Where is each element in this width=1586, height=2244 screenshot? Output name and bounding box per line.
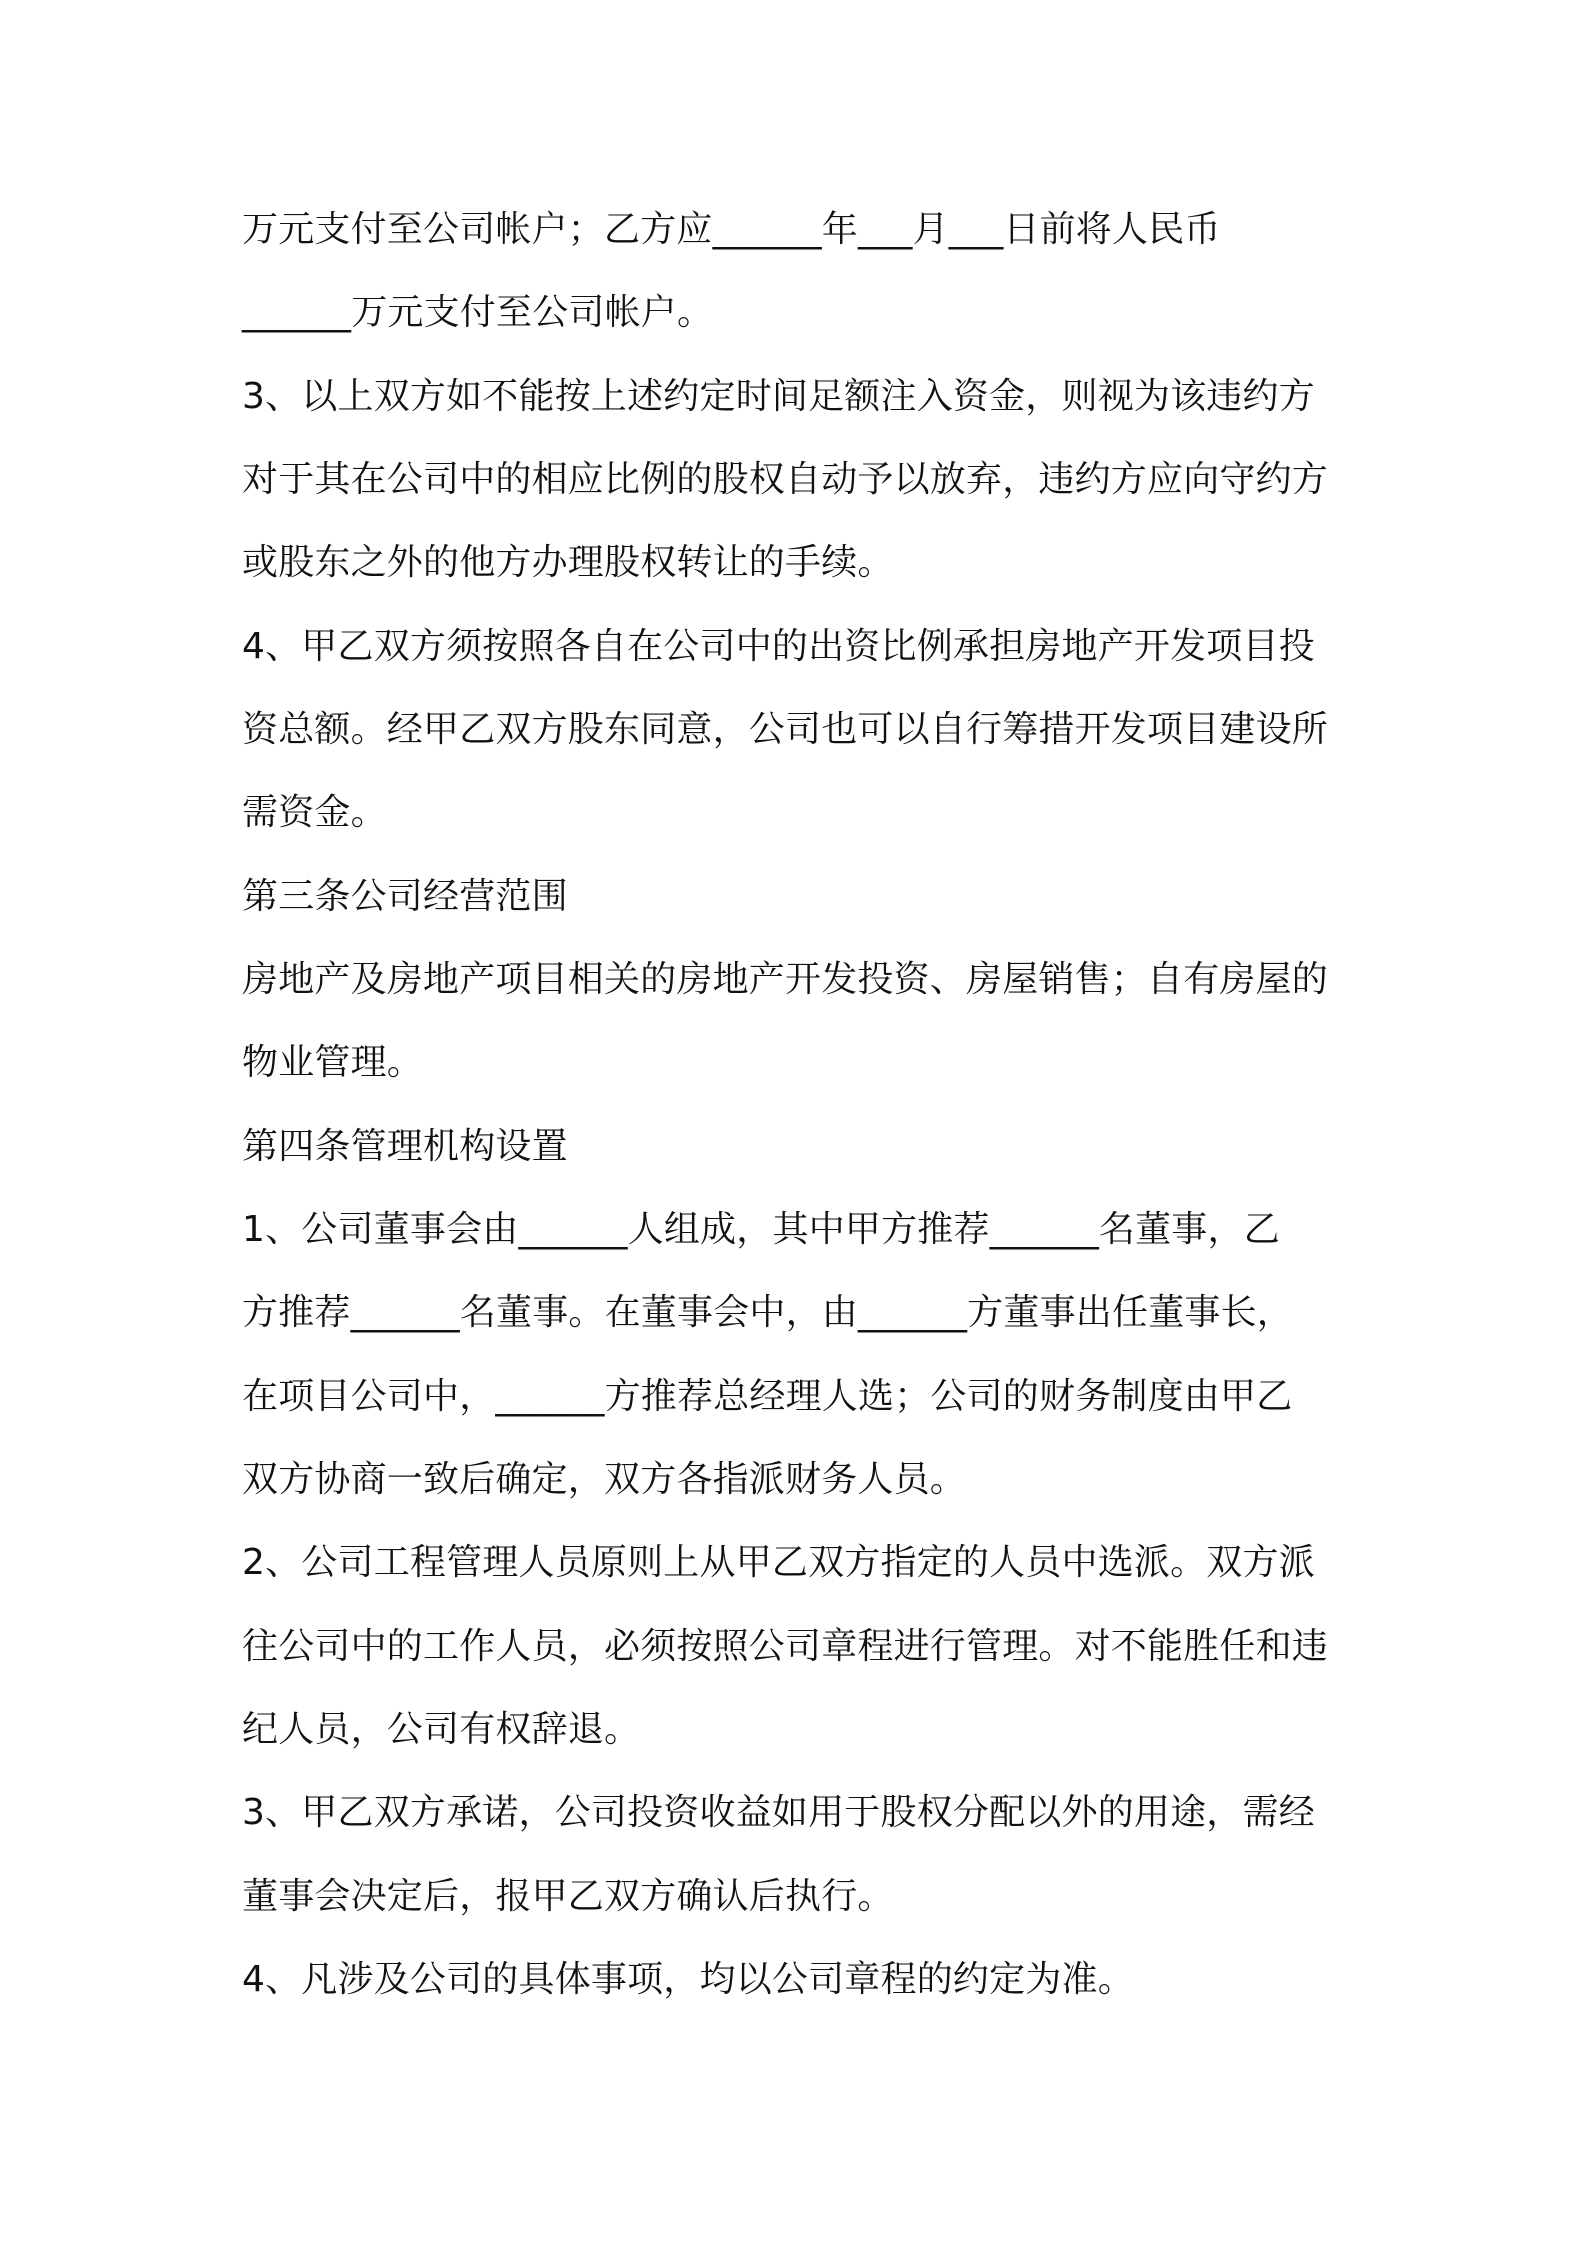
text-line: 需资金。 — [242, 792, 387, 833]
text-line: 双方协商一致后确定，双方各指派财务人员。 — [242, 1459, 967, 1500]
section-heading: 第四条管理机构设置 — [242, 1126, 568, 1167]
text-line: 往公司中的工作人员，必须按照公司章程进行管理。对不能胜任和违 — [242, 1626, 1329, 1667]
text-line: 在项目公司中，______方推荐总经理人选；公司的财务制度由甲乙 — [242, 1376, 1293, 1417]
text-line: 或股东之外的他方办理股权转让的手续。 — [242, 542, 894, 583]
text-line: 对于其在公司中的相应比例的股权自动予以放弃，违约方应向守约方 — [242, 459, 1329, 500]
text-line: ______万元支付至公司帐户。 — [242, 292, 714, 333]
text-line: 纪人员，公司有权辞退。 — [242, 1709, 641, 1750]
text-line: 3、甲乙双方承诺，公司投资收益如用于股权分配以外的用途，需经 — [242, 1792, 1315, 1833]
text-line: 4、甲乙双方须按照各自在公司中的出资比例承担房地产开发项目投 — [242, 626, 1315, 667]
text-line: 万元支付至公司帐户；乙方应______年___月___日前将人民币 — [242, 209, 1221, 250]
text-line: 2、公司工程管理人员原则上从甲乙双方指定的人员中选派。双方派 — [242, 1542, 1315, 1583]
section-heading: 第三条公司经营范围 — [242, 876, 568, 917]
text-line: 房地产及房地产项目相关的房地产开发投资、房屋销售；自有房屋的 — [242, 959, 1329, 1000]
text-line: 3、以上双方如不能按上述约定时间足额注入资金，则视为该违约方 — [242, 376, 1315, 417]
text-line: 董事会决定后，报甲乙双方确认后执行。 — [242, 1876, 894, 1917]
text-line: 4、凡涉及公司的具体事项，均以公司章程的约定为准。 — [242, 1959, 1134, 2000]
text-line: 资总额。经甲乙双方股东同意，公司也可以自行筹措开发项目建设所 — [242, 709, 1329, 750]
text-line: 方推荐______名董事。在董事会中，由______方董事出任董事长， — [242, 1292, 1294, 1333]
text-line: 1、公司董事会由______人组成，其中甲方推荐______名董事，乙 — [242, 1209, 1280, 1250]
text-line: 物业管理。 — [242, 1042, 424, 1083]
